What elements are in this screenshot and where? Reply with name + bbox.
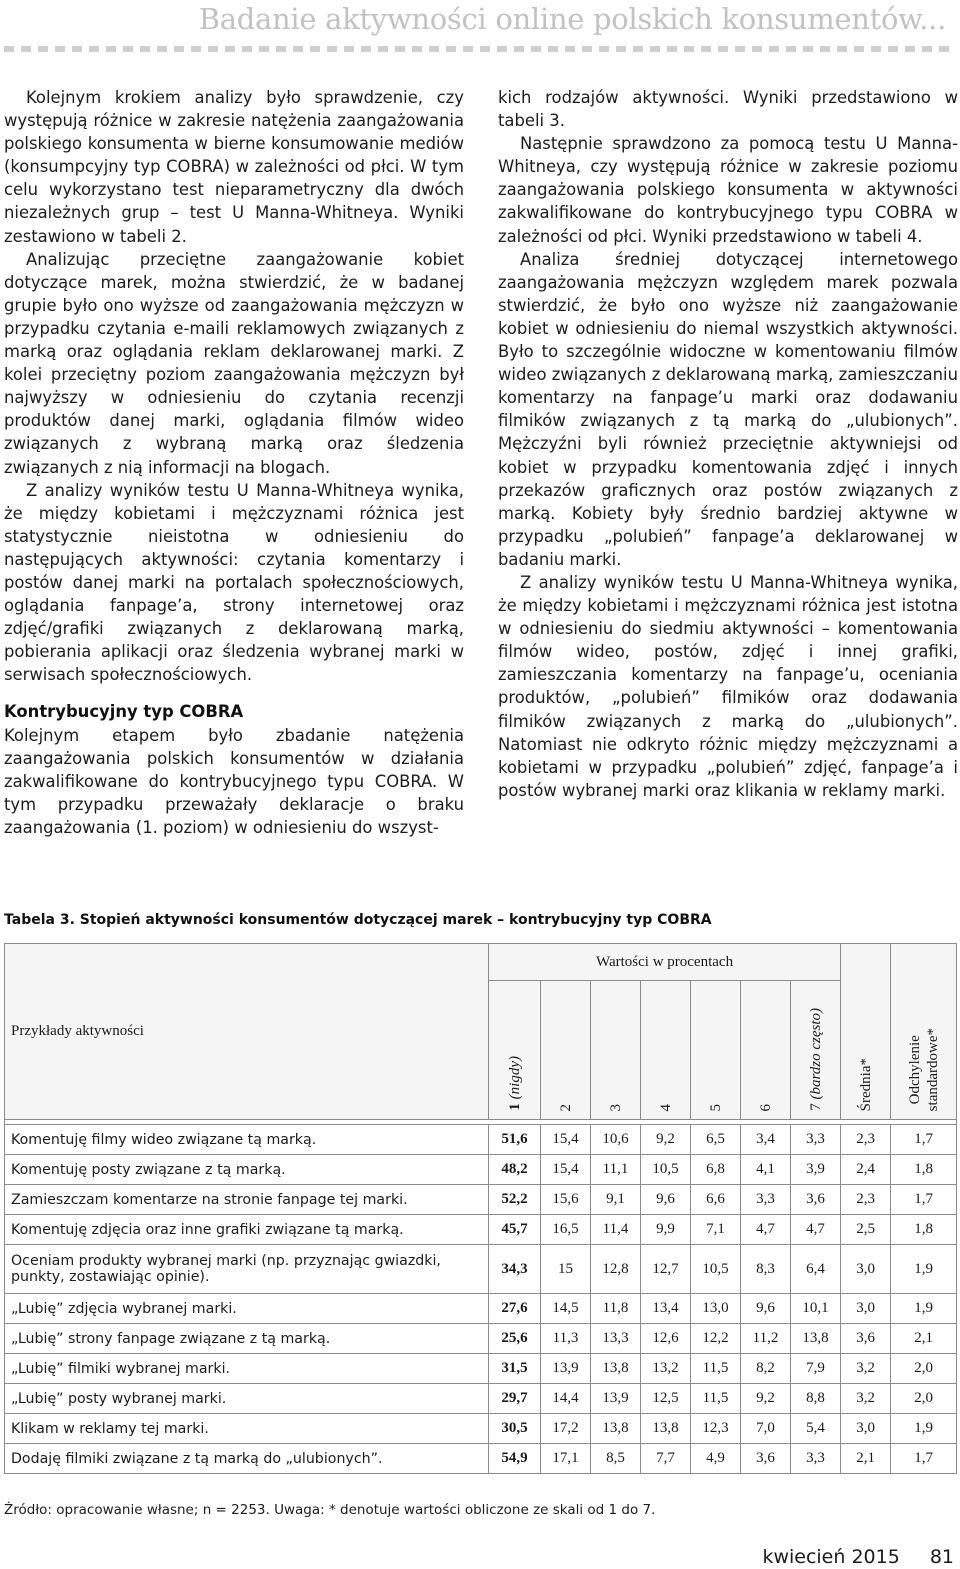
value-cell-sd: 1,7 bbox=[891, 1125, 957, 1155]
value-cell-v4: 7,7 bbox=[641, 1444, 691, 1474]
value-cell-mean: 3,6 bbox=[841, 1324, 891, 1354]
table-row bbox=[5, 1245, 957, 1294]
value-cell-mean: 2,1 bbox=[841, 1444, 891, 1474]
table-row bbox=[5, 1294, 957, 1324]
activity-cell: „Lubię” filmiki wybranej marki. bbox=[5, 1354, 489, 1384]
activity-cell: Komentuję posty związane z tą marką. bbox=[5, 1155, 489, 1185]
left-column bbox=[4, 86, 464, 839]
value-cell-v3: 9,1 bbox=[591, 1185, 641, 1215]
value-cell-v7: 5,4 bbox=[791, 1414, 841, 1444]
value-cell-mean: 3,2 bbox=[841, 1354, 891, 1384]
left-paragraph-3: Z analizy wyników testu U Manna-Whitneya wynika, że między kobietami i mężczyznami różnica jest statystycznie nieistotna w odniesieniu do następujących aktywności: czytania komentarzy i postów danej marki na portalach społecznościowych, oglądania fanpage’a, strony internetowej oraz zdjęć/grafiki związanych z deklarowaną marką, pobierania aplikacji oraz śledzenia wybranej marki w serwisach społecznościowych. bbox=[4, 480, 464, 685]
value-cell-v3: 13,9 bbox=[591, 1384, 641, 1414]
value-cell-v7: 13,8 bbox=[791, 1324, 841, 1354]
value-cell-v1: 54,9 bbox=[489, 1444, 541, 1474]
value-cell-v4: 12,7 bbox=[641, 1245, 691, 1294]
value-cell-v5: 12,3 bbox=[691, 1414, 741, 1444]
value-cell-v7: 8,8 bbox=[791, 1384, 841, 1414]
value-cell-v7: 3,3 bbox=[791, 1444, 841, 1474]
value-cell-sd: 2,0 bbox=[891, 1384, 957, 1414]
right-paragraph-1: kich rodzajów aktywności. Wyniki przedstawiono w tabeli 3. bbox=[498, 88, 958, 131]
value-cell-v4: 9,6 bbox=[641, 1185, 691, 1215]
value-cell-sd: 1,7 bbox=[891, 1444, 957, 1474]
value-cell-v4: 9,2 bbox=[641, 1125, 691, 1155]
activity-cell: Komentuję zdjęcia oraz inne grafiki związane tą marką. bbox=[5, 1215, 489, 1245]
value-cell-v2: 13,9 bbox=[541, 1354, 591, 1384]
percent-group-header: Wartości w procentach bbox=[489, 944, 841, 981]
value-cell-v6: 11,2 bbox=[741, 1324, 791, 1354]
value-cell-mean: 3,0 bbox=[841, 1294, 891, 1324]
value-cell-mean: 2,5 bbox=[841, 1215, 891, 1245]
activity-column-header: Przykłady aktywności bbox=[5, 944, 489, 1120]
activity-cell: „Lubię” zdjęcia wybranej marki. bbox=[5, 1294, 489, 1324]
value-cell-v1: 25,6 bbox=[489, 1324, 541, 1354]
value-cell-v2: 11,3 bbox=[541, 1324, 591, 1354]
value-cell-v5: 13,0 bbox=[691, 1294, 741, 1324]
value-cell-v5: 11,5 bbox=[691, 1384, 741, 1414]
value-cell-v4: 12,6 bbox=[641, 1324, 691, 1354]
value-cell-v6: 4,1 bbox=[741, 1155, 791, 1185]
header-dotted-rule bbox=[4, 46, 954, 52]
value-cell-v2: 16,5 bbox=[541, 1215, 591, 1245]
level-4-header: 4 bbox=[641, 981, 691, 1120]
activity-cell: Oceniam produkty wybranej marki (np. przyznając gwiazdki, punkty, zostawiając opinie). bbox=[5, 1245, 489, 1294]
table-row bbox=[5, 1444, 957, 1474]
value-cell-mean: 2,4 bbox=[841, 1155, 891, 1185]
mean-header: Średnia* bbox=[841, 944, 891, 1120]
value-cell-v6: 3,4 bbox=[741, 1125, 791, 1155]
value-cell-v1: 45,7 bbox=[489, 1215, 541, 1245]
value-cell-sd: 2,0 bbox=[891, 1354, 957, 1384]
value-cell-sd: 2,1 bbox=[891, 1324, 957, 1354]
value-cell-mean: 3,0 bbox=[841, 1414, 891, 1444]
value-cell-v1: 34,3 bbox=[489, 1245, 541, 1294]
value-cell-v5: 6,5 bbox=[691, 1125, 741, 1155]
value-cell-v4: 12,5 bbox=[641, 1384, 691, 1414]
value-cell-v2: 15 bbox=[541, 1245, 591, 1294]
value-cell-v7: 10,1 bbox=[791, 1294, 841, 1324]
value-cell-sd: 1,9 bbox=[891, 1414, 957, 1444]
value-cell-v6: 8,3 bbox=[741, 1245, 791, 1294]
value-cell-v1: 30,5 bbox=[489, 1414, 541, 1444]
value-cell-v7: 3,3 bbox=[791, 1125, 841, 1155]
value-cell-v1: 31,5 bbox=[489, 1354, 541, 1384]
value-cell-mean: 3,0 bbox=[841, 1245, 891, 1294]
value-cell-v6: 3,3 bbox=[741, 1185, 791, 1215]
value-cell-v2: 17,1 bbox=[541, 1444, 591, 1474]
value-cell-v6: 9,6 bbox=[741, 1294, 791, 1324]
activity-cell: Komentuję filmy wideo związane tą marką. bbox=[5, 1125, 489, 1155]
value-cell-v3: 11,1 bbox=[591, 1155, 641, 1185]
level-5-header: 5 bbox=[691, 981, 741, 1120]
level-2-header: 2 bbox=[541, 981, 591, 1120]
value-cell-v3: 11,4 bbox=[591, 1215, 641, 1245]
value-cell-v2: 15,4 bbox=[541, 1125, 591, 1155]
activity-cell: Dodaję filmiki związane z tą marką do „ulubionych”. bbox=[5, 1444, 489, 1474]
table-row bbox=[5, 1125, 957, 1155]
value-cell-v7: 6,4 bbox=[791, 1245, 841, 1294]
activity-cell: „Lubię” posty wybranej marki. bbox=[5, 1384, 489, 1414]
value-cell-v3: 13,3 bbox=[591, 1324, 641, 1354]
left-paragraph-4: Kolejnym etapem było zbadanie natężenia zaangażowania polskich konsumentów w działania zakwalifikowane do kontrybucyjnego typu COBRA. W tym przypadku przeważały deklaracje o braku zaangażowania (1. poziom) w odniesieniu do wszyst- bbox=[4, 725, 464, 837]
running-header-title: Badanie aktywności online polskich konsumentów... bbox=[198, 2, 946, 36]
value-cell-v5: 12,2 bbox=[691, 1324, 741, 1354]
activity-cell: „Lubię” strony fanpage związane z tą marką. bbox=[5, 1324, 489, 1354]
value-cell-v3: 12,8 bbox=[591, 1245, 641, 1294]
value-cell-mean: 2,3 bbox=[841, 1185, 891, 1215]
value-cell-v2: 14,5 bbox=[541, 1294, 591, 1324]
value-cell-v6: 3,6 bbox=[741, 1444, 791, 1474]
table-row bbox=[5, 1185, 957, 1215]
right-paragraph-3: Analiza średniej dotyczącej internetowego zaangażowania mężczyzn względem marek pozwala stwierdzić, że było ono wyższe niż zaangażowanie kobiet w odniesieniu do niemal wszystkich aktywności. Było to szczególnie widoczne w komentowaniu filmów wideo związanych z deklarowaną marką, zamieszczaniu komentarzy na fanpage’u marki oraz dodawaniu filmików związanych z tą marką do „ulubionych”. Mężczyźni byli również przeciętnie aktywniejsi od kobiet w przypadku komentowania zdjęć i innych przekazów graficznych oraz postów związanych z marką. Kobiety były średnio bardziej aktywne w przypadku „polubień” fanpage’a deklarowanej w badaniu marki. bbox=[498, 249, 958, 569]
value-cell-v5: 11,5 bbox=[691, 1354, 741, 1384]
value-cell-v2: 15,6 bbox=[541, 1185, 591, 1215]
level-1-header: 1 (nigdy) bbox=[489, 981, 541, 1120]
value-cell-v4: 13,8 bbox=[641, 1414, 691, 1444]
activity-cell: Zamieszczam komentarze na stronie fanpage tej marki. bbox=[5, 1185, 489, 1215]
value-cell-v6: 7,0 bbox=[741, 1414, 791, 1444]
value-cell-sd: 1,8 bbox=[891, 1215, 957, 1245]
table-row bbox=[5, 1215, 957, 1245]
footer-date: kwiecień 2015 bbox=[762, 1546, 900, 1568]
footer-page-number: 81 bbox=[929, 1546, 954, 1568]
section-heading: Kontrybucyjny typ COBRA bbox=[4, 702, 244, 722]
table-source-note: Źródło: opracowanie własne; n = 2253. Uwaga: * denotuje wartości obliczone ze skali od 1 do 7. bbox=[4, 1502, 656, 1518]
value-cell-sd: 1,8 bbox=[891, 1155, 957, 1185]
value-cell-v3: 10,6 bbox=[591, 1125, 641, 1155]
value-cell-v4: 9,9 bbox=[641, 1215, 691, 1245]
table-row bbox=[5, 1155, 957, 1185]
value-cell-v4: 13,2 bbox=[641, 1354, 691, 1384]
value-cell-v7: 7,9 bbox=[791, 1354, 841, 1384]
table-row bbox=[5, 1354, 957, 1384]
value-cell-v1: 48,2 bbox=[489, 1155, 541, 1185]
table-row bbox=[5, 1324, 957, 1354]
value-cell-v7: 3,6 bbox=[791, 1185, 841, 1215]
table-body bbox=[5, 1125, 957, 1474]
table-row bbox=[5, 1414, 957, 1444]
right-paragraph-4: Z analizy wyników testu U Manna-Whitneya wynika, że między kobietami i mężczyznami różnica jest istotna w odniesieniu do siedmiu aktywności – komentowania filmów wideo, postów, zdjęć i innej grafiki, zamieszczania komentarzy na fanpage’u, oceniania produktów, „polubień” filmików oraz dodawania filmików związanych z marką do „ulubionych”. Natomiast nie odkryto różnic między mężczyznami a kobietami w przypadku „polubień” zdjęć, fanpage’a i postów wybranej marki oraz klikania w reklamy marki. bbox=[498, 572, 958, 800]
level-6-header: 6 bbox=[741, 981, 791, 1120]
right-column bbox=[498, 86, 958, 802]
page-footer bbox=[732, 1546, 954, 1568]
table-caption: Tabela 3. Stopień aktywności konsumentów dotyczącej marek – kontrybucyjny typ COBRA bbox=[4, 912, 712, 928]
value-cell-v1: 29,7 bbox=[489, 1384, 541, 1414]
value-cell-v6: 4,7 bbox=[741, 1215, 791, 1245]
value-cell-v3: 11,8 bbox=[591, 1294, 641, 1324]
right-paragraph-2: Następnie sprawdzono za pomocą testu U Manna-Whitneya, czy występują różnice w zakresie poziomu zaangażowania polskiego konsumenta w aktywności zakwalifikowane do kontrybucyjnego typu COBRA w zależności od płci. Wyniki przedstawiono w tabeli 4. bbox=[498, 134, 958, 246]
left-paragraph-2: Analizując przeciętne zaangażowanie kobiet dotyczące marek, można stwierdzić, że w badanej grupie było ono wyższe od zaangażowania mężczyzn w przypadku czytania e-maili reklamowych związanych z marką oraz oglądania reklam deklarowanej marki. Z kolei przeciętny poziom zaangażowania mężczyzn był najwyższy w odniesieniu do czytania recenzji produktów danej marki, oglądania filmów wideo związanych z wybraną marką oraz śledzenia związanych z nią informacji na blogach. bbox=[4, 249, 464, 477]
left-paragraph-1: Kolejnym krokiem analizy było sprawdzenie, czy występują różnice w zakresie natężenia zaangażowania polskiego konsumenta w bierne konsumowanie mediów (konsumpcyjny typ COBRA) w zależności od płci. W tym celu wykorzystano test nieparametryczny dla dwóch niezależnych grup – test U Manna-Whitneya. Wyniki zestawiono w tabeli 2. bbox=[4, 88, 464, 246]
value-cell-v1: 27,6 bbox=[489, 1294, 541, 1324]
value-cell-v3: 13,8 bbox=[591, 1414, 641, 1444]
value-cell-sd: 1,9 bbox=[891, 1245, 957, 1294]
value-cell-v5: 7,1 bbox=[691, 1215, 741, 1245]
value-cell-sd: 1,7 bbox=[891, 1185, 957, 1215]
value-cell-v1: 51,6 bbox=[489, 1125, 541, 1155]
value-cell-v6: 8,2 bbox=[741, 1354, 791, 1384]
value-cell-v2: 15,4 bbox=[541, 1155, 591, 1185]
value-cell-v5: 4,9 bbox=[691, 1444, 741, 1474]
level-7-header: 7 (bardzo często) bbox=[791, 981, 841, 1120]
value-cell-v5: 6,8 bbox=[691, 1155, 741, 1185]
level-3-header: 3 bbox=[591, 981, 641, 1120]
activity-cell: Klikam w reklamy tej marki. bbox=[5, 1414, 489, 1444]
value-cell-v2: 17,2 bbox=[541, 1414, 591, 1444]
value-cell-v1: 52,2 bbox=[489, 1185, 541, 1215]
value-cell-v2: 14,4 bbox=[541, 1384, 591, 1414]
value-cell-mean: 3,2 bbox=[841, 1384, 891, 1414]
value-cell-v7: 4,7 bbox=[791, 1215, 841, 1245]
sd-header: Odchylenie standardowe* bbox=[891, 944, 957, 1120]
activity-table bbox=[4, 943, 957, 1474]
value-cell-v4: 13,4 bbox=[641, 1294, 691, 1324]
value-cell-v3: 13,8 bbox=[591, 1354, 641, 1384]
value-cell-mean: 2,3 bbox=[841, 1125, 891, 1155]
value-cell-v5: 10,5 bbox=[691, 1245, 741, 1294]
value-cell-v6: 9,2 bbox=[741, 1384, 791, 1414]
value-cell-v7: 3,9 bbox=[791, 1155, 841, 1185]
value-cell-v5: 6,6 bbox=[691, 1185, 741, 1215]
value-cell-v3: 8,5 bbox=[591, 1444, 641, 1474]
value-cell-sd: 1,9 bbox=[891, 1294, 957, 1324]
table-row bbox=[5, 1384, 957, 1414]
value-cell-v4: 10,5 bbox=[641, 1155, 691, 1185]
